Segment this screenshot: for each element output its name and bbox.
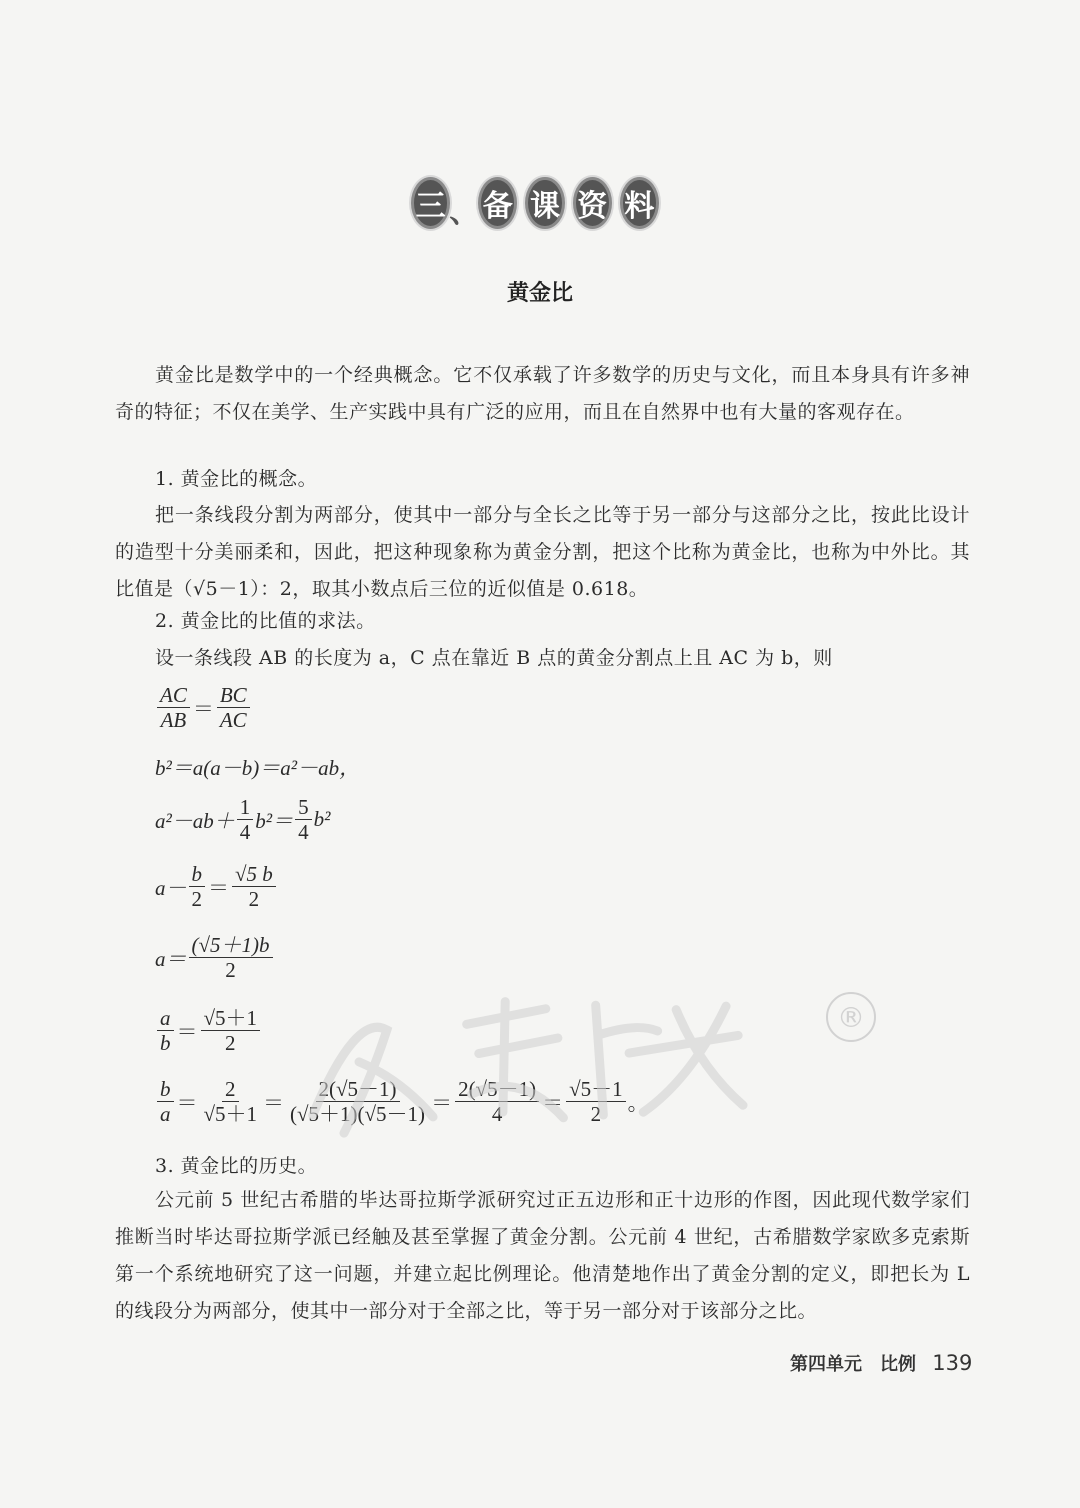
equation-7: $\frac{b}{a}$ ＝ $\frac{2}{√5+1}$ ＝ $\frac{2(√5-1)}{(√5+1)(√5-1)}$ ＝ $\frac{2(√5-1)}{4}$ ＝ $\frac{√5-1}{2}$ 。: [155, 1077, 649, 1126]
footer-unit: 第四单元 比例: [790, 1354, 916, 1375]
watermark-brush-icon: [294, 964, 763, 1146]
eq7-f2-den: √5＋1: [203, 1102, 258, 1126]
eq7-f5-num: √5－1: [566, 1077, 626, 1102]
eq7-f4-den: 4: [491, 1102, 503, 1126]
header-badge: 备: [481, 180, 514, 226]
item3-body: 公元前 5 世纪古希腊的毕达哥拉斯学派研究过正五边形和正十边形的作图，因此现代数学家们推断当时毕达哥拉斯学派已经触及甚至掌握了黄金分割。公元前 4 世纪，古希腊数学家欧多克索斯第一个系统地研究了这一问题，并建立起比例理论。他清楚地作出了黄金分割的定义，即把长为 L 的线段分为两部分，使其中一部分对于全部之比，等于另一部分对于该部分之比。: [115, 1189, 970, 1322]
eq1-den1: AB: [160, 708, 187, 732]
eq7-end: 。: [627, 1090, 649, 1115]
intro-paragraph: 黄金比是数学中的一个经典概念。它不仅承载了许多数学的历史与文化，而且本身具有许多神奇的特征；不仅在美学、生产实践中具有广泛的应用，而且在自然界中也有大量的客观存在。: [115, 364, 970, 423]
eq7-f3-den: (√5＋1)(√5－1): [290, 1102, 426, 1126]
registered-mark-icon: ®: [826, 992, 876, 1042]
equation-6: $\frac{a}{b}$ ＝ $\frac{√5+1}{2}$: [155, 1006, 262, 1055]
equation-2: b²＝a(a－b)＝a²－ab，: [155, 756, 361, 780]
equation-3: [155, 795, 330, 844]
eq5-num: (√5＋1)b: [189, 933, 273, 958]
header-badge: 料: [623, 180, 656, 226]
eq7-f3-num: 2(√5－1): [316, 1077, 400, 1102]
item3-heading: 3. 黄金比的历史。: [155, 1155, 318, 1177]
watermark: [294, 964, 765, 1175]
eq4-f1-den: 2: [191, 887, 202, 911]
eq7-f2-num: 2: [222, 1077, 239, 1102]
page-footer: [790, 1350, 972, 1376]
eq6-f2-num: √5＋1: [201, 1006, 261, 1031]
page-number: 139: [932, 1351, 973, 1375]
item2-heading: 2. 黄金比的比值的求法。: [155, 610, 376, 632]
header-badge: 资: [576, 180, 609, 226]
section-header-badges: [414, 175, 670, 231]
eq7-f5-den: 2: [590, 1102, 602, 1126]
equation-4: a－ $\frac{b}{2}$ ＝ $\frac{√5 b}{2}$: [155, 862, 278, 911]
eq1-num1: AC: [157, 683, 190, 708]
eq7-f4-num: 2(√5－1): [455, 1077, 539, 1102]
equation-1: $\frac{AC}{AB}$ ＝ $\frac{BC}{AC}$: [155, 683, 252, 732]
item1-body: 把一条线段分割为两部分，使其中一部分与全长之比等于另一部分与这部分之比，按此比设计的造型十分美丽柔和，因此，把这种现象称为黄金分割，把这个比称为黄金比，也称为中外比。其比值是（√5－1）：2，取其小数点后三位的近似值是 0.618。: [115, 504, 970, 600]
eq1-num2: BC: [217, 683, 250, 708]
eq3-f1-num: 1: [237, 795, 254, 820]
eq6-f1-num: a: [157, 1006, 174, 1031]
eq3-f2-den: 4: [298, 820, 309, 844]
eq4-lhs: a－: [155, 875, 187, 900]
eq3-f1-den: 4: [239, 820, 251, 844]
header-badge: 三: [414, 180, 447, 226]
eq4-f1-num: b: [189, 862, 206, 887]
eq3-rhs: b²: [313, 807, 331, 831]
eq3-mid: b²＝: [255, 808, 294, 833]
header-badge: 课: [528, 180, 561, 226]
equation-5: [155, 933, 275, 982]
eq1-den2: AC: [219, 708, 247, 732]
section-title: 黄金比: [506, 281, 573, 306]
item1-heading: 1. 黄金比的概念。: [155, 468, 318, 490]
eq3-f2-num: 5: [295, 795, 312, 820]
eq3-lhs: a²－ab＋: [155, 808, 235, 833]
eq5-lhs: a＝: [155, 946, 187, 971]
eq7-f1-den: a: [160, 1102, 171, 1126]
eq6-f2-den: 2: [225, 1031, 236, 1055]
eq4-f2-num: √5 b: [232, 862, 276, 887]
eq4-f2-den: 2: [248, 887, 260, 911]
eq6-f1-den: b: [160, 1031, 171, 1055]
eq5-den: 2: [225, 958, 236, 982]
eq7-f1-num: b: [157, 1077, 174, 1102]
item2-setup: 设一条线段 AB 的长度为 a，C 点在靠近 B 点的黄金分割点上且 AC 为 b，则: [155, 647, 833, 669]
header-separator: 、: [449, 195, 480, 230]
